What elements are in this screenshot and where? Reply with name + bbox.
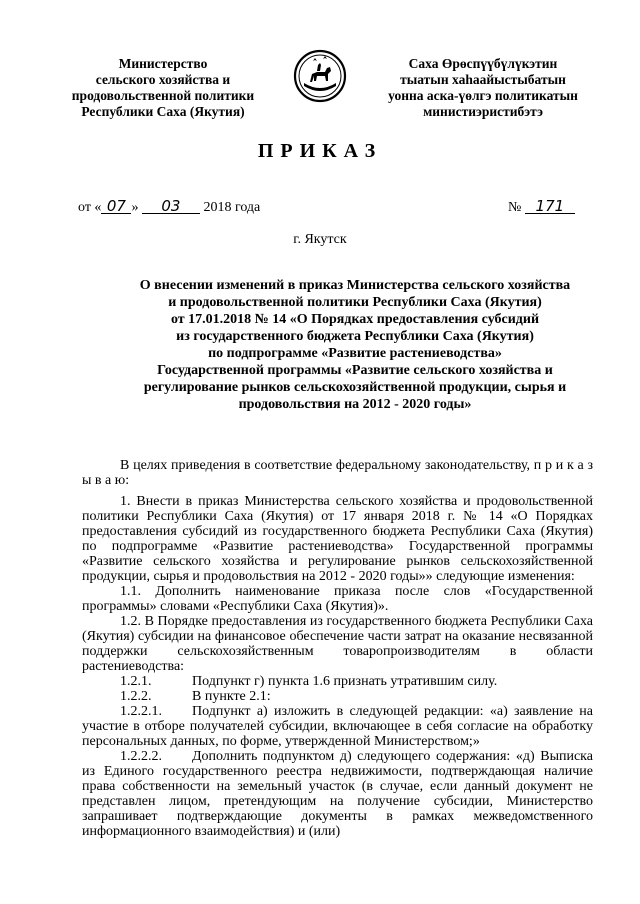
- header-left-line: Республики Саха (Якутия): [81, 104, 245, 119]
- item-number: 1.2.2.: [120, 689, 152, 704]
- header-left-line: Министерство: [118, 56, 208, 71]
- item-number: 1.2.2.1.: [120, 704, 162, 719]
- number-prefix: №: [508, 200, 522, 215]
- coat-of-arms-emblem: [293, 49, 347, 103]
- header-right-line: тыатын хаһаайыстыбатын: [400, 72, 566, 87]
- header-left-line: продовольственной политики: [71, 88, 255, 103]
- ministry-name-russian: [48, 56, 278, 120]
- paragraph-1-2-1: [82, 674, 593, 689]
- paragraph-1-2-2: [82, 689, 593, 704]
- heading-line: по подпрограмме «Развитие растениеводства»: [208, 346, 502, 361]
- heading-line: Государственной программы «Развитие сельского хозяйства и: [157, 363, 553, 378]
- header-left-line: сельского хозяйства и: [95, 72, 231, 87]
- document-title: ПРИКАЗ: [257, 140, 383, 162]
- header-right-line: уонна аска-үөлгэ политикатын: [388, 88, 578, 103]
- paragraph-1-2-2-1: [82, 704, 593, 749]
- header-right-line: министиэристибэтэ: [423, 104, 543, 119]
- date-day: 07: [101, 199, 131, 214]
- paragraph-1-1: 1.1. Дополнить наименование приказа после слов «Государственной программы» словами «Республики Саха (Якутия)».: [82, 584, 593, 614]
- heading-line: и продовольственной политики Республики Саха (Якутия): [168, 295, 542, 310]
- paragraph-1-2: 1.2. В Порядке предоставления из государственного бюджета Республики Саха (Якутия) субсидии на финансовое обеспечение части затрат на оказание несвязанной поддержки сельскохозяйственным товаропроизводителям в области растениеводства:: [82, 614, 593, 674]
- intro-paragraph: В целях приведения в соответствие федеральному законодательству, п р и к а з ы в а ю:: [82, 458, 593, 488]
- heading-line: регулирование рынков сельскохозяйственной продукции, сырья и: [143, 380, 567, 395]
- item-text: Дополнить подпунктом д) следующего содержания: «д) Выписка из Единого государственного реестра недвижимости, подтверждающая наличие права собственности на земельный участок (в случае, если данный документ не представлен лицом, претендующим на получение субсидии, Министерство запрашивает подтверждающие документы в рамках межведомственного информационного взаимодействия) и (или): [82, 749, 593, 839]
- heading-line: от 17.01.2018 № 14 «О Порядках предоставления субсидий: [170, 312, 540, 327]
- heading-line: из государственного бюджета Республики Саха (Якутия): [176, 329, 534, 344]
- city: г. Якутск: [293, 232, 347, 247]
- order-date: [78, 199, 260, 216]
- order-number: [508, 199, 575, 216]
- item-number: 1.2.2.2.: [120, 749, 162, 764]
- date-prefix: от «: [78, 200, 102, 215]
- item-text: В пункте 2.1:: [192, 689, 271, 704]
- number-value: 171: [525, 199, 575, 214]
- item-text: Подпункт г) пункта 1.6 признать утратившим силу.: [192, 674, 498, 689]
- order-body: [82, 458, 593, 839]
- date-year: 2018 года: [203, 200, 261, 215]
- ministry-name-sakha: [368, 56, 598, 120]
- header-right-line: Саха Өрөспүүбүлүкэтин: [408, 56, 558, 71]
- heading-line: О внесении изменений в приказ Министерства сельского хозяйства: [139, 278, 571, 293]
- date-month: 03: [142, 199, 200, 214]
- item-number: 1.2.1.: [120, 674, 152, 689]
- order-heading: [100, 277, 610, 413]
- date-mid: »: [131, 200, 139, 215]
- heading-line: продовольствия на 2012 - 2020 годы»: [238, 397, 472, 412]
- item-text: Подпункт а) изложить в следующей редакции: «а) заявление на участие в отборе получателей субсидии, включающее в себя согласие на обработку персональных данных, по форме, утвержденной Министерством;»: [82, 704, 593, 749]
- paragraph-1-2-2-2: [82, 749, 593, 839]
- paragraph-1: 1. Внести в приказ Министерства сельского хозяйства и продовольственной политики Республики Саха (Якутия) от 17 января 2018 г. № 14 «О Порядках предоставления субсидий из государственного бюджета Республики Саха (Якутия) по подпрограмме «Развитие растениеводства» Государственной программы «Развитие сельского хозяйства и регулирование рынков сельскохозяйственной продукции, сырья и продовольствия на 2012 - 2020 годы»» следующие изменения:: [82, 494, 593, 584]
